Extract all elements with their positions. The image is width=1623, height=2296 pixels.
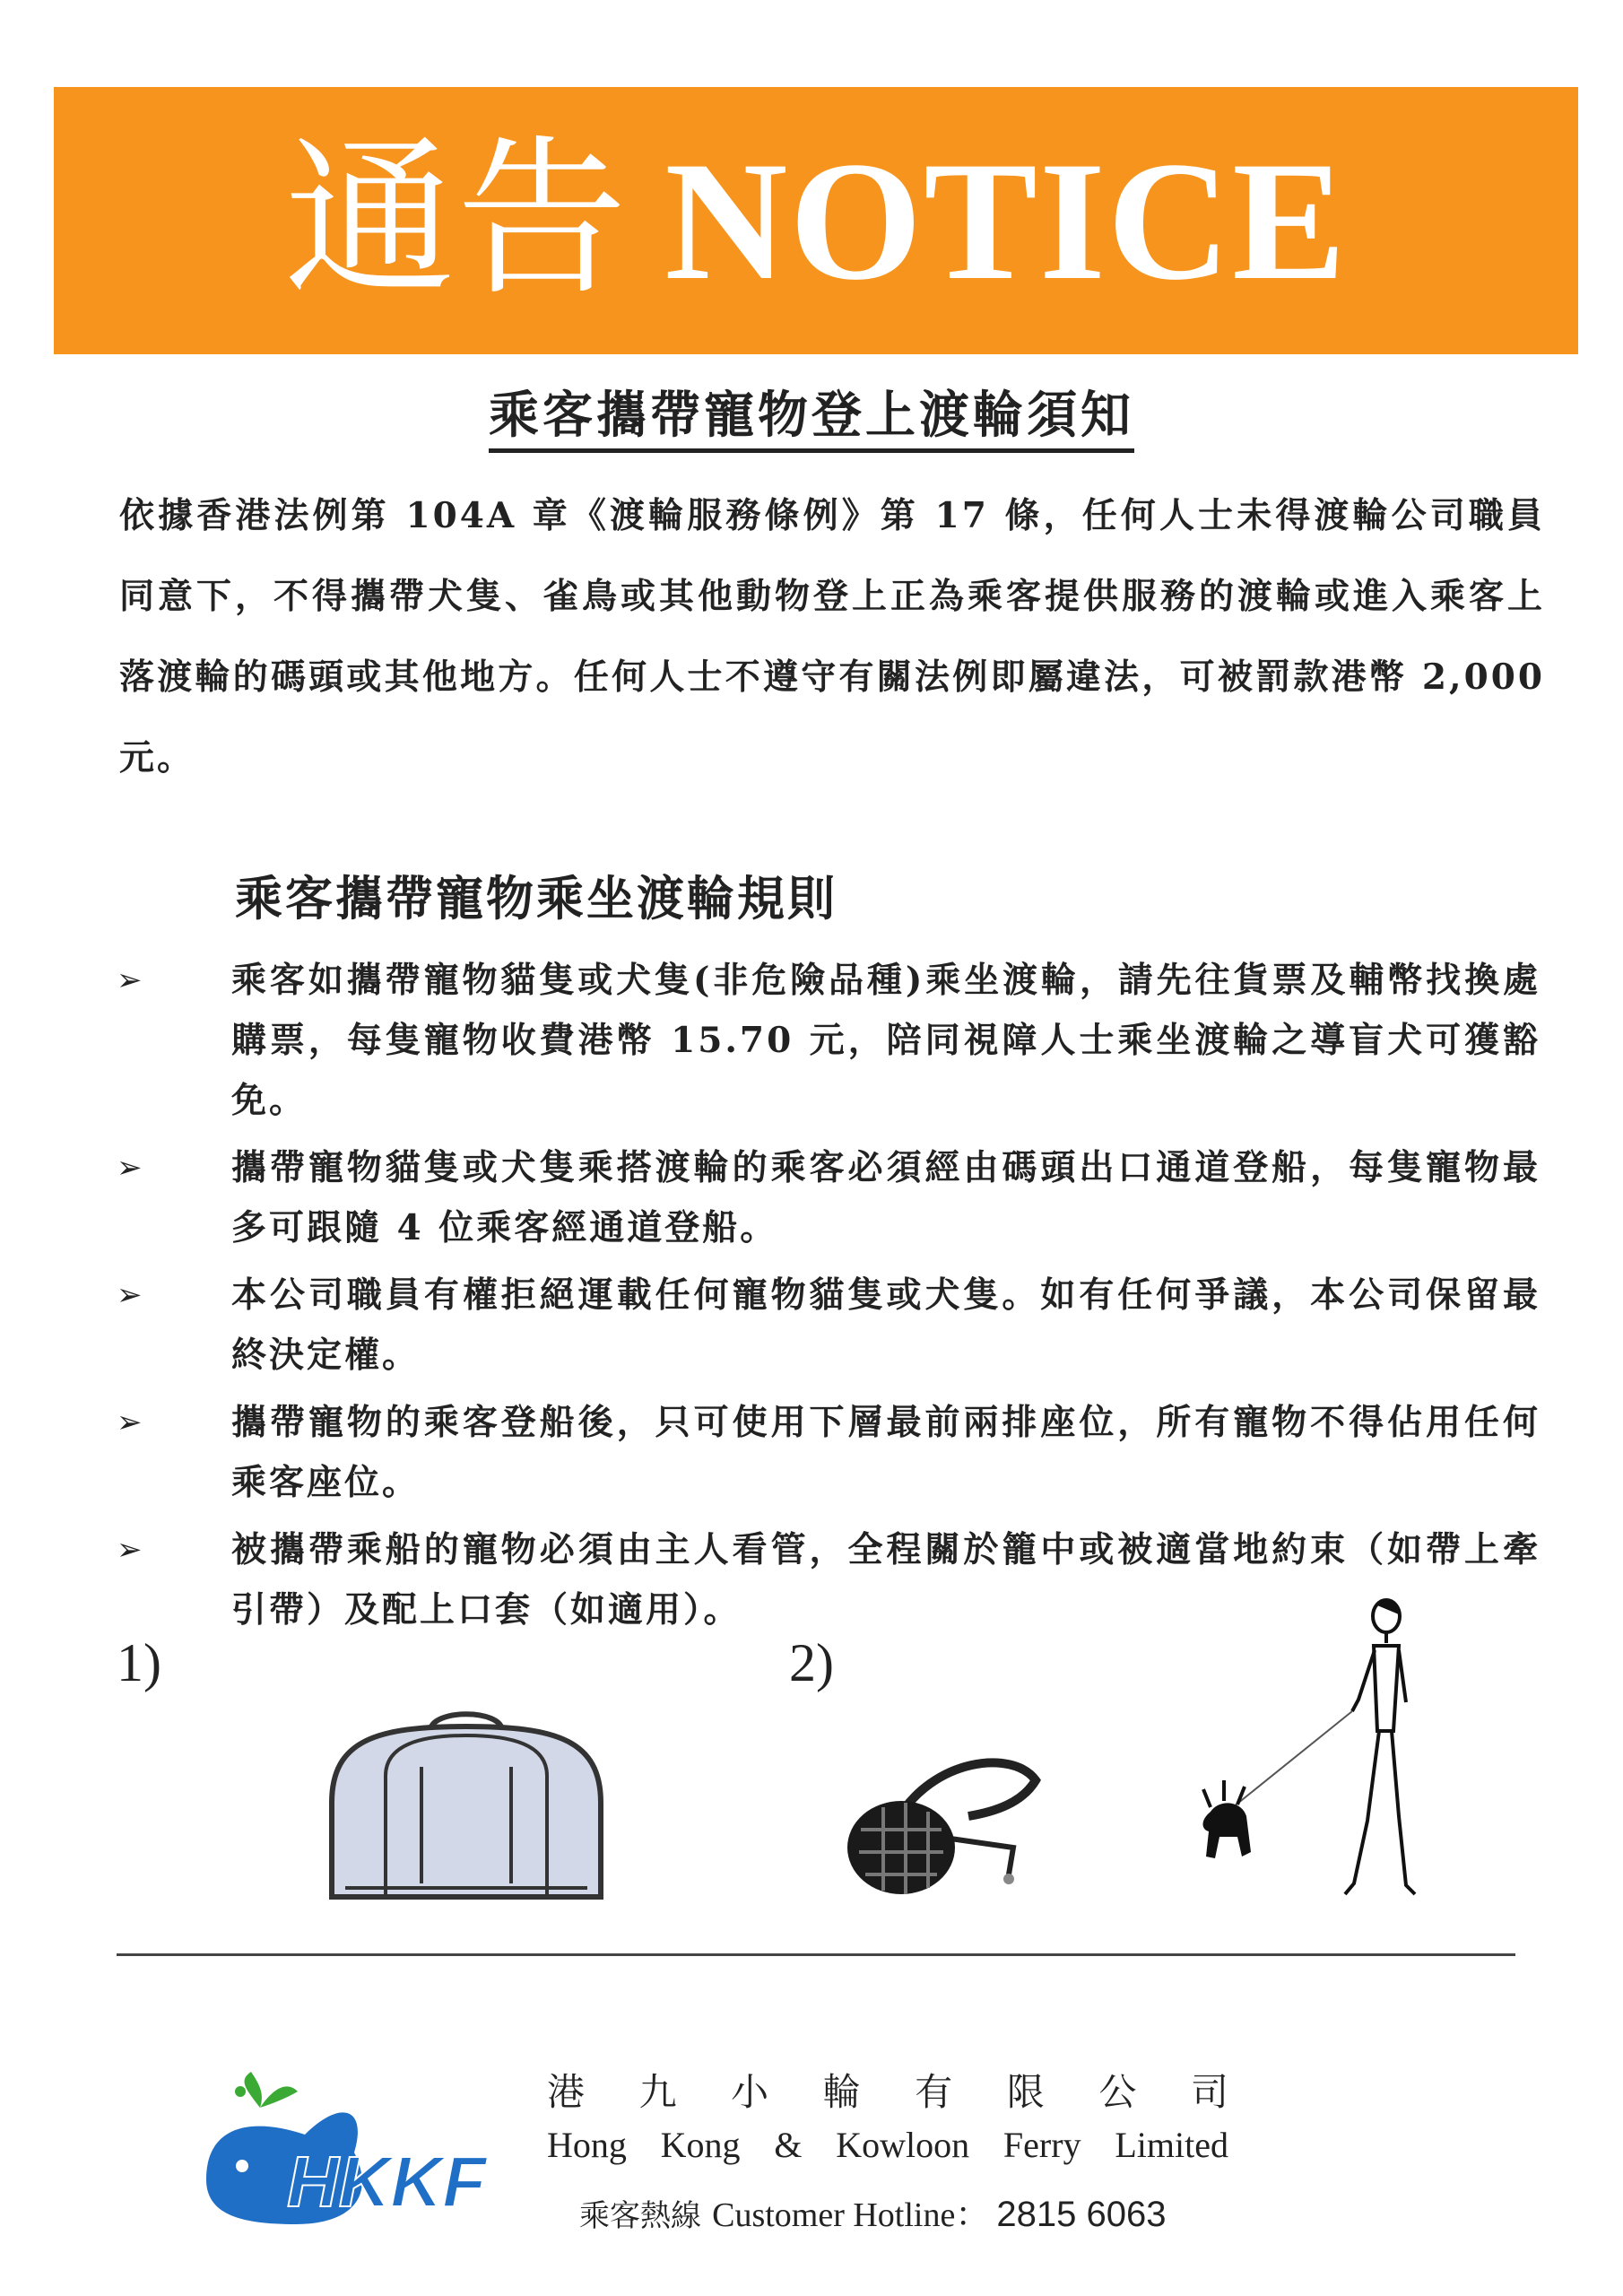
hkkf-logo — [197, 2072, 520, 2233]
rule-text: 本公司職員有權拒絕運載任何寵物貓隻或犬隻。如有任何爭議，本公司保留最終決定權。 — [231, 1274, 1541, 1376]
arrow-bullet-icon: ➢ — [117, 1405, 143, 1440]
rule-text: 攜帶寵物的乘客登船後，只可使用下層最前兩排座位，所有寵物不得佔用任何乘客座位。 — [231, 1402, 1541, 1503]
rule-item — [117, 951, 1551, 1131]
notice-title-en: NOTICE — [664, 127, 1348, 316]
hkkf-logo-text: HKKF — [287, 2142, 487, 2222]
rules-heading: 乘客攜帶寵物乘坐渡輪規則 — [235, 871, 838, 926]
figure-label-2: 2) — [789, 1633, 834, 1692]
hotline-label-en: Customer Hotline： — [712, 2196, 990, 2234]
hotline-label-cn: 乘客熱線 — [579, 2198, 701, 2234]
rule-item — [117, 1265, 1551, 1386]
figure-label-1: 1) — [117, 1633, 161, 1692]
notice-title-cn: 通告 — [284, 120, 629, 318]
arrow-bullet-icon: ➢ — [117, 1532, 143, 1568]
rule-item — [117, 1393, 1551, 1513]
main-heading: 乘客攜帶寵物登上渡輪須知 — [0, 386, 1623, 446]
notice-title — [284, 120, 1348, 318]
rule-text: 攜帶寵物貓隻或犬隻乘搭渡輪的乘客必須經由碼頭出口通道登船，每隻寵物最多可跟隨 4 位乘客經通道登船。 — [231, 1147, 1541, 1248]
rule-text: 乘客如攜帶寵物貓隻或犬隻(非危險品種)乘坐渡輪，請先往貨票及輔幣找換處購票，每隻寵物收費港幣 15.70 元，陪同視障人士乘坐渡輪之導盲犬可獲豁免。 — [231, 960, 1541, 1121]
arrow-bullet-icon: ➢ — [117, 962, 143, 998]
dog-muzzle-icon — [843, 1740, 1049, 1901]
company-name-en: Hong Kong & Kowloon Ferry Limited — [547, 2125, 1228, 2165]
notice-banner — [54, 87, 1578, 354]
arrow-bullet-icon: ➢ — [117, 1277, 143, 1313]
arrow-bullet-icon: ➢ — [117, 1150, 143, 1186]
rule-text: 被攜帶乘船的寵物必須由主人看管，全程關於籠中或被適當地約束（如帶上牽引帶）及配上口套（如適用）。 — [231, 1529, 1541, 1631]
pet-carrier-icon — [323, 1704, 610, 1910]
intro-paragraph: 依據香港法例第 104A 章《渡輪服務條例》第 17 條，任何人士未得渡輪公司職員同意下，不得攜帶犬隻、雀鳥或其他動物登上正為乘客提供服務的渡輪或進入乘客上落渡輪的碼頭或其他地方。任何人士不遵守有關法例即屬違法，可被罰款港幣 2,000 元。 — [119, 495, 1545, 778]
footer-divider — [117, 1953, 1515, 1956]
company-name-cn: 港九小輪有限公司 — [547, 2070, 1228, 2114]
customer-hotline — [579, 2187, 1166, 2236]
rule-item — [117, 1138, 1551, 1258]
woman-walking-dog-icon — [1175, 1596, 1471, 1901]
rules-list — [117, 951, 1551, 1648]
hotline-number: 2815 6063 — [996, 2195, 1167, 2234]
